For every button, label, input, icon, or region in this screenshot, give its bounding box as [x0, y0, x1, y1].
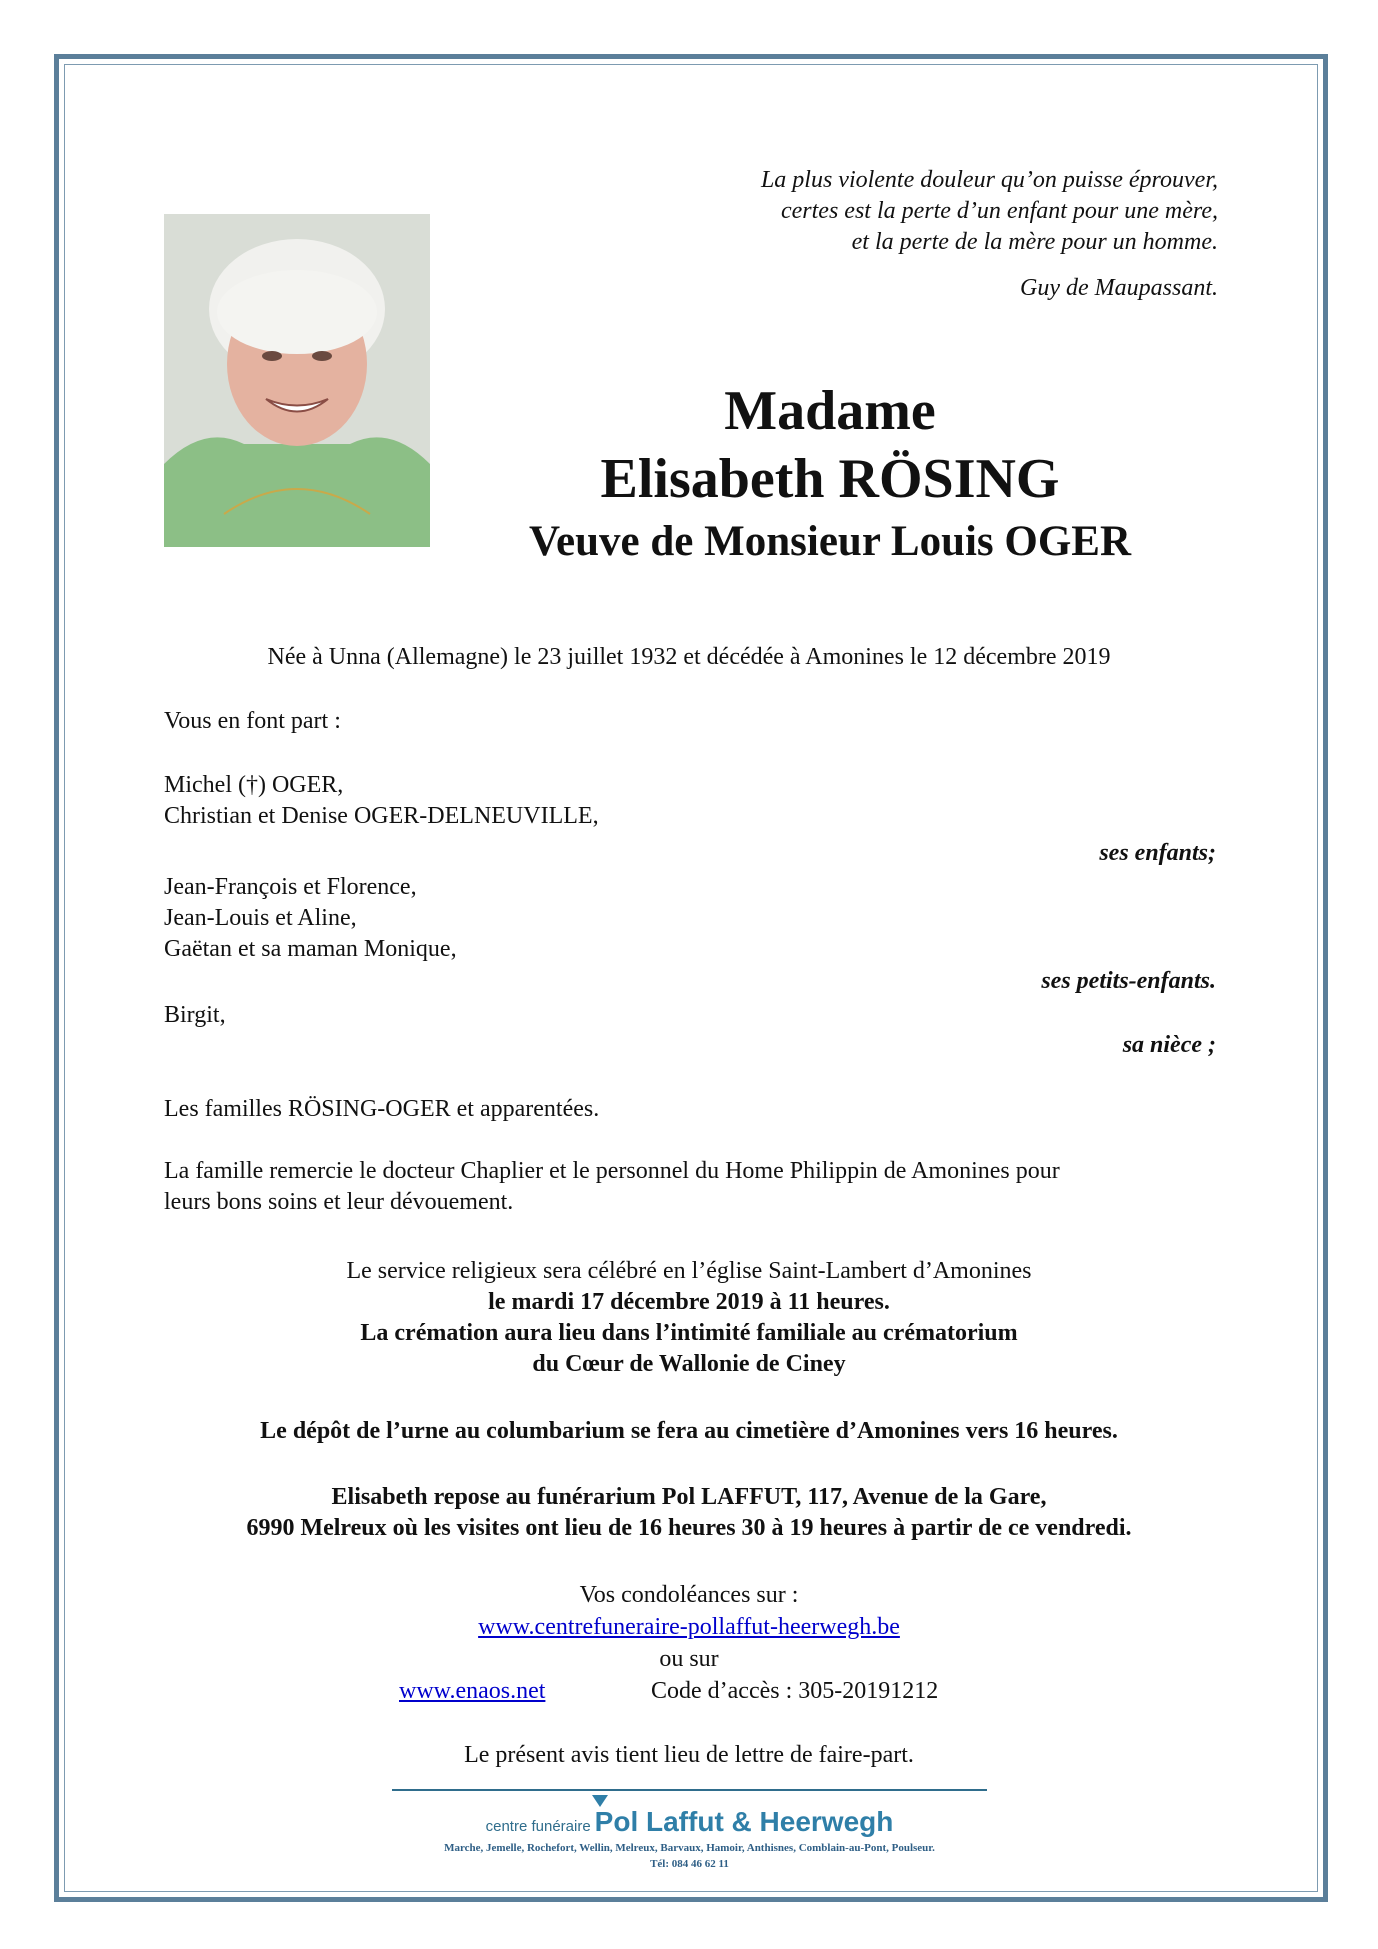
- cremation-line: La crémation aura lieu dans l’intimité familiale au crématorium: [360, 1320, 1018, 1346]
- quote: [518, 165, 1218, 258]
- honorific: Madame: [724, 380, 936, 442]
- service-date: le mardi 17 décembre 2019 à 11 heures.: [488, 1289, 890, 1315]
- deceased-name: Elisabeth RÖSING: [600, 448, 1060, 510]
- crematorium-line: du Cœur de Wallonie de Ciney: [532, 1351, 846, 1377]
- announce: Vous en font part :: [164, 708, 341, 734]
- families: Les familles RÖSING-OGER et apparentées.: [164, 1096, 600, 1122]
- niece-label: sa nièce ;: [1122, 1032, 1216, 1058]
- repose-line: 6990 Melreux où les visites ont lieu de 16 heures 30 à 19 heures à partir de ce vendredi.: [246, 1515, 1132, 1541]
- portrait-illustration: [164, 214, 430, 547]
- list-item: Christian et Denise OGER-DELNEUVILLE,: [164, 803, 599, 829]
- birth-death: Née à Unna (Allemagne) le 23 juillet 1932 et décédée à Amonines le 12 décembre 2019: [267, 644, 1111, 670]
- condolences-link-funeral[interactable]: www.centrefuneraire-pollaffut-heerwegh.be: [478, 1614, 900, 1640]
- list-item: Jean-Louis et Aline,: [164, 905, 357, 931]
- list-item: Gaëtan et sa maman Monique,: [164, 936, 457, 962]
- niece: Birgit,: [164, 1002, 226, 1028]
- notice: Le présent avis tient lieu de lettre de faire-part.: [464, 1742, 914, 1768]
- children-list: [164, 770, 1214, 832]
- logo-prefix: centre funéraire: [485, 1818, 591, 1835]
- list-item: Jean-François et Florence,: [164, 874, 417, 900]
- widow-of: Veuve de Monsieur Louis OGER: [528, 518, 1132, 565]
- service-block: [164, 1256, 1214, 1380]
- quote-author: Guy de Maupassant.: [1020, 275, 1218, 301]
- access-code: Code d’accès : 305-20191212: [651, 1678, 939, 1704]
- thanks: [164, 1156, 1214, 1218]
- condolences-link-enaos[interactable]: www.enaos.net: [399, 1678, 546, 1704]
- funeral-home-logo: [392, 1806, 987, 1838]
- logo-name: Pol Laffut & Heerwegh: [594, 1806, 894, 1837]
- children-label: ses enfants;: [1099, 840, 1216, 866]
- logo-places: Marche, Jemelle, Rochefort, Wellin, Melreux, Barvaux, Hamoir, Anthisnes, Comblain-au-Pont, Poulseur.: [444, 1842, 935, 1854]
- quote-line: et la perte de la mère pour un homme.: [851, 229, 1218, 255]
- thanks-line: leurs bons soins et leur dévouement.: [164, 1189, 514, 1215]
- name-block: [430, 378, 1230, 570]
- quote-line: certes est la perte d’un enfant pour une mère,: [780, 198, 1218, 224]
- thanks-line: La famille remercie le docteur Chaplier et le personnel du Home Philippin de Amonines pour: [164, 1158, 1060, 1184]
- portrait-photo: [164, 214, 430, 547]
- condolences-intro: Vos condoléances sur :: [579, 1582, 799, 1608]
- grandchildren-list: [164, 872, 1214, 965]
- condolences-or: ou sur: [659, 1646, 719, 1672]
- urn-deposit: Le dépôt de l’urne au columbarium se fera au cimetière d’Amonines vers 16 heures.: [260, 1418, 1118, 1444]
- logo-divider: [392, 1789, 987, 1791]
- logo-phone: Tél: 084 46 62 11: [650, 1858, 729, 1870]
- repose-line: Elisabeth repose au funérarium Pol LAFFUT, 117, Avenue de la Gare,: [331, 1484, 1047, 1510]
- condolences-site2-row: [399, 1676, 545, 1707]
- condolences-site1-row: [164, 1612, 1214, 1643]
- repose-block: [164, 1482, 1214, 1544]
- list-item: Michel (†) OGER,: [164, 772, 344, 798]
- grandchildren-label: ses petits-enfants.: [1041, 968, 1216, 994]
- quote-line: La plus violente douleur qu’on puisse éprouver,: [760, 167, 1218, 193]
- service-line: Le service religieux sera célébré en l’église Saint-Lambert d’Amonines: [346, 1258, 1032, 1284]
